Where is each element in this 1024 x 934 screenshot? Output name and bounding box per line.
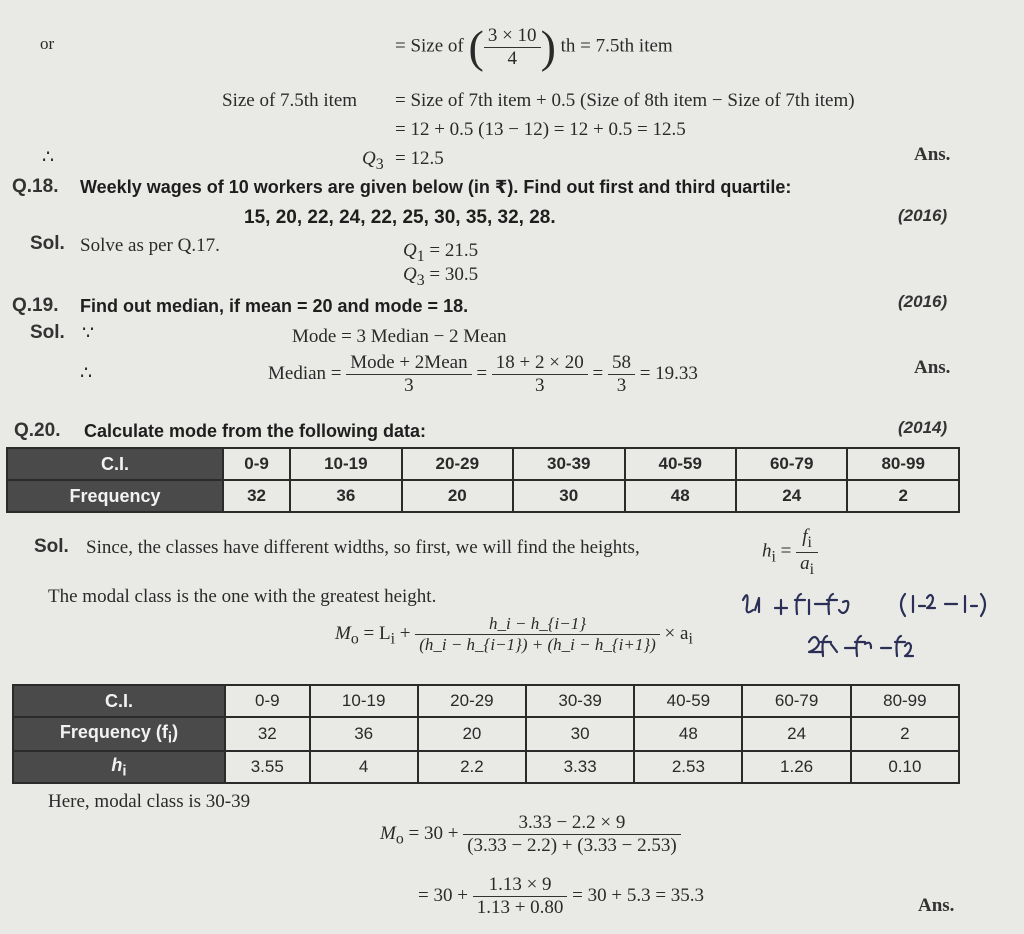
therefore-symbol: ∴	[42, 147, 55, 168]
table-cell: 4	[310, 751, 418, 783]
table-cell: 30	[513, 480, 624, 512]
mo-subscript-2: o	[395, 830, 404, 848]
table-cell: 10-19	[310, 685, 418, 717]
equals-2: =	[476, 362, 488, 384]
calc2-prefix: = 30 +	[418, 884, 468, 906]
a-subscript: i	[688, 630, 693, 648]
quartile-position-fraction	[484, 25, 541, 70]
table-cell: 20	[418, 717, 526, 751]
q20-year: (2014)	[898, 418, 948, 437]
L-subscript: i	[390, 630, 395, 648]
answer-mark-3: Ans.	[918, 895, 955, 916]
q18-label: Q.18.	[12, 176, 59, 197]
table-cell: 2.2	[418, 751, 526, 783]
table-header-ci: C.I.	[7, 448, 223, 480]
q3-subscript-2: 3	[416, 271, 425, 289]
table-cell: 40-59	[625, 448, 736, 480]
header-close-paren: )	[172, 721, 179, 742]
calc2-result: = 30 + 5.3 = 35.3	[572, 884, 705, 906]
size-of-label: = Size of	[395, 35, 464, 57]
q1-subscript: 1	[416, 247, 425, 265]
calc1-fraction	[463, 812, 680, 857]
table-cell: 48	[634, 717, 742, 751]
q20-question: Calculate mode from the following data:	[84, 421, 427, 441]
fraction-denominator: 3	[404, 375, 414, 396]
because-symbol: ∵	[82, 323, 95, 344]
a-symbol: a	[800, 552, 810, 574]
modal-class-text: The modal class is the one with the greatest height.	[48, 586, 437, 607]
fraction-numerator: 18 + 2 × 20	[492, 352, 588, 375]
q3-symbol-2: Q	[403, 264, 417, 285]
table-cell: 36	[310, 717, 418, 751]
size-of-expression	[395, 21, 673, 72]
table-cell: 0-9	[225, 685, 310, 717]
modal-class-statement: Here, modal class is 30-39	[48, 791, 251, 812]
mode-calculation-1	[380, 812, 681, 857]
q18-year: (2016)	[898, 206, 948, 225]
fraction-numerator: Mode + 2Mean	[346, 352, 471, 375]
equals-3: =	[592, 362, 604, 384]
table-cell: 30	[526, 717, 634, 751]
mode-fraction	[415, 614, 660, 655]
q20-sol-label: Sol.	[34, 536, 69, 557]
fraction-denominator	[796, 553, 818, 579]
header-subscript: i	[122, 762, 127, 780]
table-cell: 60-79	[742, 685, 850, 717]
q19-question: Find out median, if mean = 20 and mode = 18.	[80, 296, 469, 316]
or-text: or	[40, 34, 55, 53]
a-subscript: i	[809, 560, 815, 578]
table-row	[13, 751, 959, 783]
q19-year: (2016)	[898, 292, 948, 311]
f-subscript: i	[807, 533, 812, 551]
fraction-numerator: 3 × 10	[484, 25, 541, 48]
table-cell: 24	[736, 480, 847, 512]
q3-symbol: Q	[362, 148, 376, 169]
table-row	[7, 448, 959, 480]
table-cell: 20-29	[418, 685, 526, 717]
table-cell: 80-99	[851, 685, 959, 717]
table-cell: 30-39	[513, 448, 624, 480]
median-result: = 19.33	[639, 362, 698, 384]
header-text: Frequency (f	[59, 721, 168, 742]
h-symbol: h	[762, 540, 772, 562]
open-paren: (	[468, 21, 484, 72]
table-cell: 20	[402, 480, 513, 512]
a-term: × a	[664, 622, 689, 644]
table-cell: 3.55	[225, 751, 310, 783]
close-paren: )	[540, 21, 556, 72]
table-cell: 40-59	[634, 685, 742, 717]
median-fraction-1	[346, 352, 471, 397]
table-cell: 2	[847, 480, 959, 512]
calc2-fraction	[473, 874, 568, 919]
median-label: Median	[268, 362, 327, 384]
equals-1: =	[330, 362, 342, 384]
height-fraction	[796, 526, 818, 579]
q18-sol-text: Solve as per Q.17.	[80, 235, 220, 256]
q1-value: = 21.5	[429, 240, 479, 261]
table-cell: 48	[625, 480, 736, 512]
q3-result-2	[403, 264, 478, 290]
q3-subscript: 3	[375, 155, 384, 173]
fraction-numerator: 1.13 × 9	[473, 874, 568, 897]
mode-calculation-2	[418, 874, 704, 919]
table-cell: 0.10	[851, 751, 959, 783]
table-cell: 32	[225, 717, 310, 751]
median-fraction-2	[492, 352, 588, 397]
median-calculation	[268, 352, 698, 397]
answer-mark-2: Ans.	[914, 357, 951, 378]
table-cell: 60-79	[736, 448, 847, 480]
table-header-frequency	[13, 717, 225, 751]
table-cell: 32	[223, 480, 290, 512]
table-cell: 1.26	[742, 751, 850, 783]
th-equals: th = 7.5th item	[560, 35, 673, 57]
size-75-label: Size of 7.5th item	[222, 90, 358, 111]
table-row	[13, 685, 959, 717]
frequency-table-1	[6, 447, 960, 513]
table-cell: 3.33	[526, 751, 634, 783]
table-cell: 2	[851, 717, 959, 751]
fraction-denominator: 4	[507, 47, 517, 69]
answer-mark: Ans.	[914, 144, 951, 165]
q18-sol-label: Sol.	[30, 233, 65, 254]
mo-subscript: o	[350, 630, 359, 648]
L-term: = L	[363, 622, 391, 644]
q19-sol-label: Sol.	[30, 322, 65, 343]
table-row	[13, 717, 959, 751]
table-cell: 30-39	[526, 685, 634, 717]
fraction-denominator: 3	[616, 375, 627, 396]
table-header-frequency: Frequency	[7, 480, 223, 512]
h-subscript: i	[771, 548, 776, 566]
fraction-numerator: h_i − h_{i−1}	[415, 614, 660, 635]
height-definition: $h_i$ = $\frac{f_i}{a_i}$	[762, 526, 818, 579]
table-cell: 24	[742, 717, 850, 751]
calc1-prefix: = 30 +	[408, 822, 459, 844]
mode-formula: Mode = 3 Median − 2 Mean	[292, 326, 507, 347]
fraction-numerator: 58	[608, 352, 635, 375]
median-fraction-3	[608, 352, 635, 397]
q18-question: Weekly wages of 10 workers are given below (in ₹). Find out first and third quartile:	[80, 177, 792, 197]
frequency-table-2	[12, 684, 960, 784]
table-cell: 36	[290, 480, 401, 512]
fraction-denominator: (h_i − h_{i−1}) + (h_i − h_{i+1})	[419, 635, 656, 654]
f-symbol: f	[802, 526, 808, 547]
q1-symbol: Q	[403, 240, 417, 261]
fraction-numerator: 3.33 − 2.2 × 9	[463, 812, 680, 835]
table-cell: 80-99	[847, 448, 959, 480]
fraction-numerator	[796, 526, 818, 553]
size-75-rhs: = Size of 7th item + 0.5 (Size of 8th item − Size of 7th item)	[395, 90, 855, 111]
q20-sol-text: Since, the classes have different widths, so first, we will find the heights,	[86, 537, 640, 558]
mo-symbol-2: M	[380, 822, 396, 844]
table-cell: 10-19	[290, 448, 401, 480]
fraction-denominator: 1.13 + 0.80	[476, 897, 564, 918]
header-text: h	[111, 754, 123, 775]
fraction-denominator: 3	[535, 375, 545, 396]
q19-label: Q.19.	[12, 295, 59, 316]
table-header-ci: C.I.	[13, 685, 225, 717]
therefore-symbol-2: ∴	[80, 363, 93, 384]
table-header-height	[13, 751, 225, 783]
q3-result	[362, 148, 384, 174]
table-cell: 2.53	[634, 751, 742, 783]
q18-data: 15, 20, 22, 24, 22, 25, 30, 35, 32, 28.	[244, 207, 556, 228]
table-cell: 0-9	[223, 448, 290, 480]
header-subscript: i	[167, 729, 173, 747]
mo-symbol: M	[335, 622, 351, 644]
q1-result	[403, 240, 478, 266]
handwritten-annotation	[735, 586, 1020, 672]
table-row	[7, 480, 959, 512]
mode-formula-general: $M_o = L_i$ + $\frac{h\_i - h\_\{i-1\}}{(h\_i - h\_\{i-1\}) + (h\_i - h\_\{i+1\})}$ × $a_i$	[335, 614, 693, 654]
q20-label: Q.20.	[14, 420, 61, 441]
q3-value: = 12.5	[395, 148, 444, 169]
fraction-denominator: (3.33 − 2.2) + (3.33 − 2.53)	[467, 835, 677, 856]
size-75-line2: = 12 + 0.5 (13 − 12) = 12 + 0.5 = 12.5	[395, 119, 686, 140]
q3-value-2: = 30.5	[429, 264, 479, 285]
table-cell: 20-29	[402, 448, 513, 480]
